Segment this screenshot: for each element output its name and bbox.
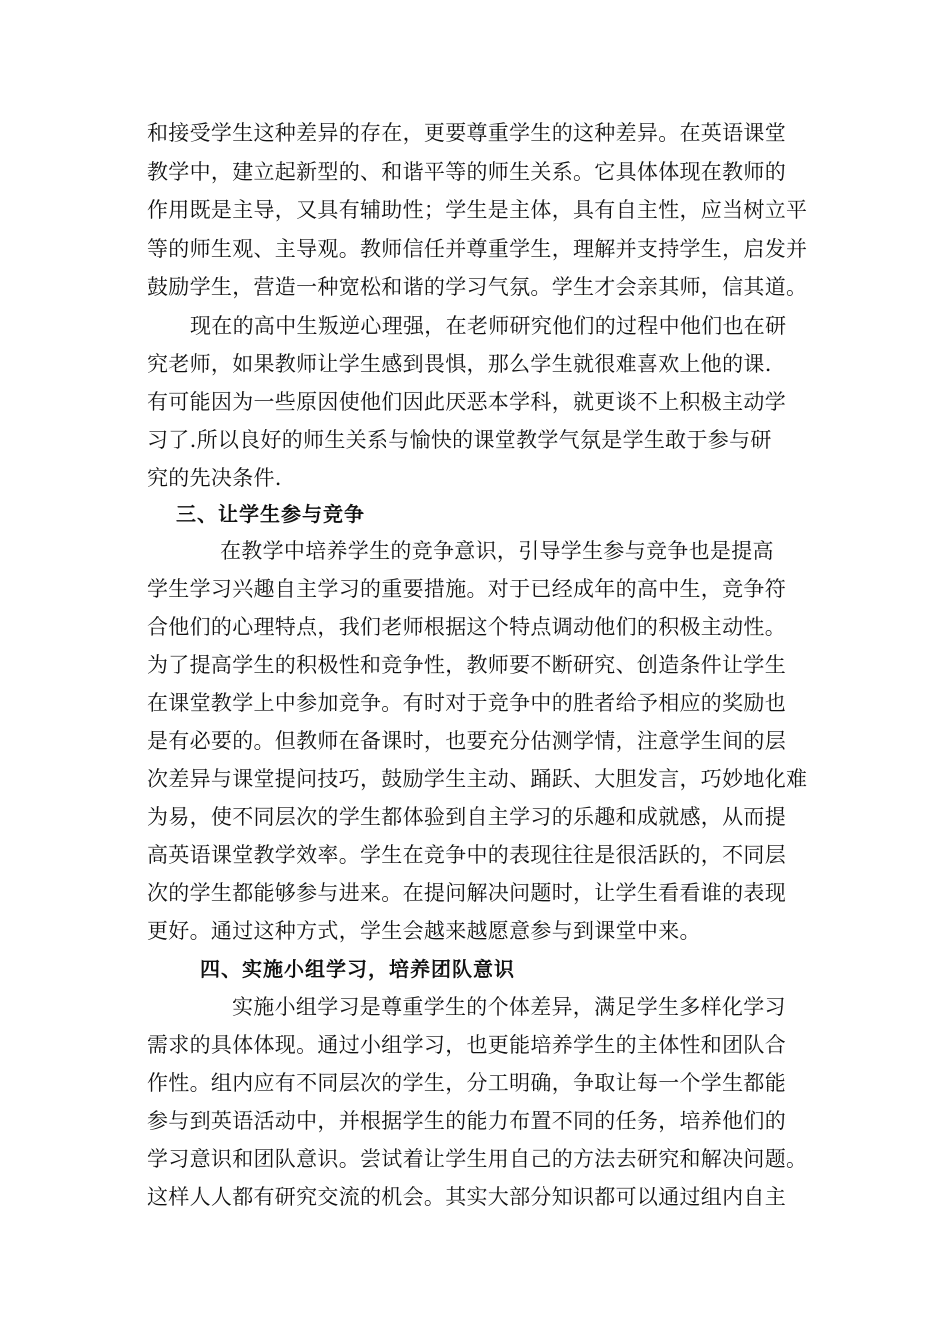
section-heading: 四、实施小组学习，培养团队意识 [200,957,515,981]
text-line: 作性。组内应有不同层次的学生，分工明确，争取让每一个学生都能 [147,1071,786,1095]
text-line: 在教学中培养学生的竞争意识，引导学生参与竞争也是提高 [220,539,774,563]
text-line: 学生学习兴趣自主学习的重要措施。对于已经成年的高中生，竞争符 [147,577,786,601]
text-line: 这样人人都有研究交流的机会。其实大部分知识都可以通过组内自主 [147,1185,786,1209]
text-line: 学习意识和团队意识。尝试着让学生用自己的方法去研究和解决问题。 [147,1147,808,1171]
text-line: 高英语课堂教学效率。学生在竞争中的表现往往是很活跃的，不同层 [147,843,786,867]
text-line: 究的先决条件. [147,466,282,490]
text-line: 习了.所以良好的师生关系与愉快的课堂教学气氛是学生敢于参与研 [147,428,772,452]
text-line: 究老师，如果教师让学生感到畏惧，那么学生就很难喜欢上他的课. [147,352,772,376]
text-line: 为了提高学生的积极性和竞争性，教师要不断研究、创造条件让学生 [147,653,786,677]
text-line: 是有必要的。但教师在备课时，也要充分估测学情，注意学生间的层 [147,729,786,753]
text-line: 教学中，建立起新型的、和谐平等的师生关系。它具体体现在教师的 [147,160,786,184]
text-line: 等的师生观、主导观。教师信任并尊重学生，理解并支持学生，启发并 [147,237,808,261]
section-heading: 三、让学生参与竞争 [176,502,365,526]
text-line: 次差异与课堂提问技巧，鼓励学生主动、踊跃、大胆发言，巧妙地化难 [147,767,808,791]
text-line: 需求的具体体现。通过小组学习，也更能培养学生的主体性和团队合 [147,1033,786,1057]
text-line: 有可能因为一些原因使他们因此厌恶本学科，就更谈不上积极主动学 [147,390,786,414]
text-line: 实施小组学习是尊重学生的个体差异，满足学生多样化学习 [232,995,786,1019]
text-line: 为易，使不同层次的学生都体验到自主学习的乐趣和成就感，从而提 [147,805,786,829]
text-line: 作用既是主导，又具有辅助性；学生是主体，具有自主性，应当树立平 [147,198,808,222]
text-line: 更好。通过这种方式，学生会越来越愿意参与到课堂中来。 [147,919,701,943]
text-line: 在课堂教学上中参加竞争。有时对于竞争中的胜者给予相应的奖励也 [147,691,786,715]
text-line: 鼓励学生，营造一种宽松和谐的学习气氛。学生才会亲其师，信其道。 [147,275,808,299]
text-line: 和接受学生这种差异的存在，更要尊重学生的这种差异。在英语课堂 [147,121,786,145]
text-line: 次的学生都能够参与进来。在提问解决问题时，让学生看看谁的表现 [147,881,786,905]
text-line: 参与到英语活动中，并根据学生的能力布置不同的任务，培养他们的 [147,1109,786,1133]
text-line: 现在的高中生叛逆心理强，在老师研究他们的过程中他们也在研 [190,314,787,338]
text-line: 合他们的心理特点，我们老师根据这个特点调动他们的积极主动性。 [147,615,786,639]
